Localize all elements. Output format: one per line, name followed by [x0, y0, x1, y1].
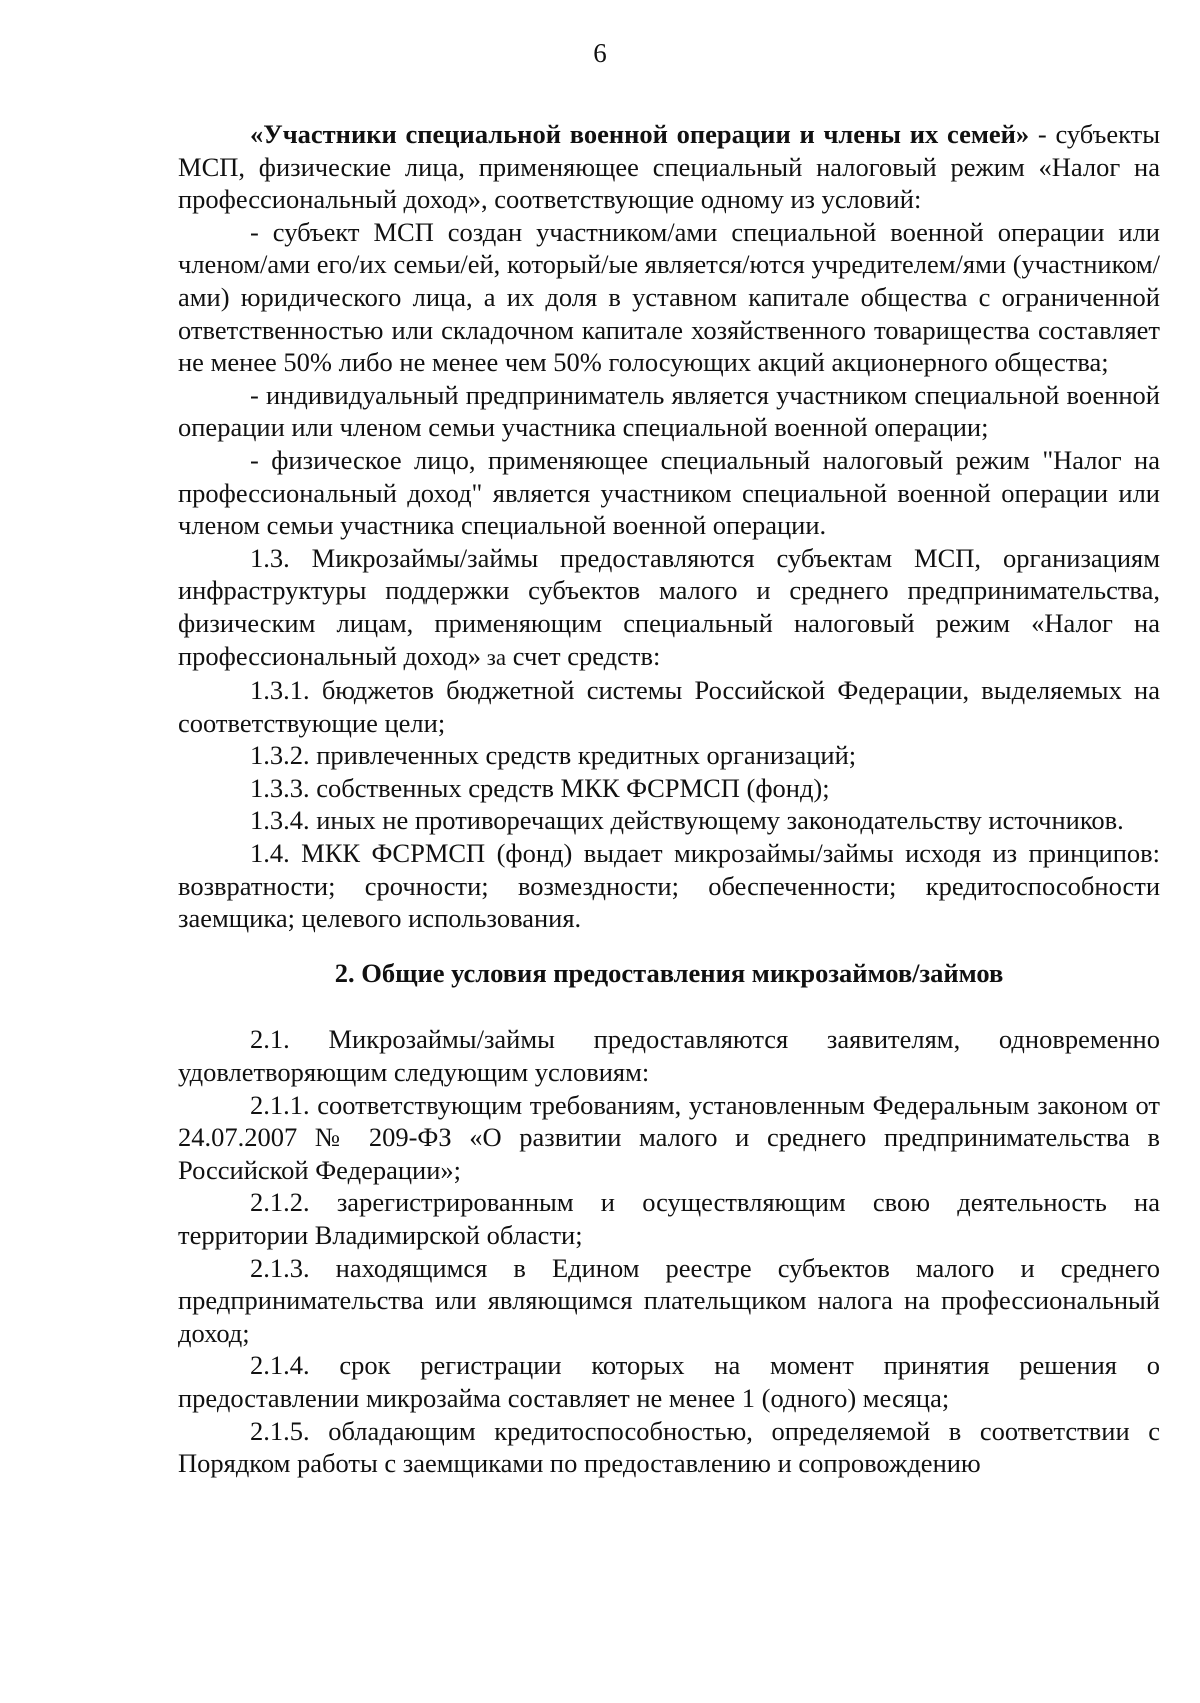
section-2-title: 2. Общие условия предоставления микрозаймов/займов	[334, 957, 1004, 988]
source-item: 1.3.4. иных не противоречащих действующему законодательству источников.	[250, 805, 1124, 836]
condition-item: - субъект МСП создан участником/ами специальной военной операции или членом/ами его/их семьи/ей, который/ые является/ются учредителем/ями (участником/ами) юридического лица, а их доля в уставном капитале общества с ограниченной ответственностью или складочном капитале хозяйственного товарищества составляет не менее 50% либо не менее чем 50% голосующих акций акционерного общества;	[178, 216, 1160, 378]
paragraph-1-3	[178, 542, 1160, 674]
page-number: 6	[593, 38, 607, 68]
section-2-item: 2.1.2. зарегистрированным и осуществляющим свою деятельность на территории Владимирской области;	[178, 1187, 1160, 1250]
source-item: 1.3.3. собственных средств МКК ФСРМСП (фонд);	[250, 772, 830, 803]
section-2-item: 2.1. Микрозаймы/займы предоставляются заявителям, одновременно удовлетворяющим следующим условиям:	[178, 1024, 1160, 1088]
paragraph-1-4: 1.4. МКК ФСРМСП (фонд) выдает микрозаймы/займы исходя из принципов: возвратности; срочности; возмездности; обеспеченности; кредитоспособности заемщика; целевого использования.	[178, 838, 1160, 934]
section-2-item: 2.1.3. находящимся в Едином реестре субъектов малого и среднего предпринимательства или являющимся плательщиком налога на профессиональный доход;	[178, 1252, 1160, 1348]
source-item: 1.3.2. привлеченных средств кредитных организаций;	[250, 740, 857, 771]
condition-item: - индивидуальный предприниматель является участником специальной военной операции или членом семьи участника специальной военной операции;	[178, 379, 1160, 443]
definition-text: - субъекты МСП, физические лица, применяющее специальный налоговый режим «Налог на профессиональный доход», соответствующие одному из условий:	[178, 119, 1161, 215]
paragraph-1-3-tail: счет средств:	[506, 640, 661, 671]
section-2-item: 2.1.4. срок регистрации которых на момент принятия решения о предоставлении микрозайма составляет не менее 1 (одного) месяца;	[178, 1350, 1160, 1413]
definition-paragraph	[178, 118, 1160, 216]
definition-term: «Участники специальной военной операции и члены их семей»	[250, 119, 1030, 149]
section-2-item: 2.1.1. соответствующим требованиям, установленным Федеральным законом от 24.07.2007 № 209-ФЗ «О развитии малого и среднего предпринимательства в Российской Федерации»;	[178, 1089, 1160, 1185]
paragraph-1-3-small: за	[481, 644, 507, 670]
document-body	[178, 118, 1160, 1480]
paragraph-1-3-text: 1.3. Микрозаймы/займы предоставляются субъектам МСП, организациям инфраструктуры поддержки субъектов малого и среднего предпринимательства, физическим лицам, применяющим специальный налоговый режим «Налог на профессиональный доход»	[178, 542, 1160, 671]
condition-item: - физическое лицо, применяющее специальный налоговый режим "Налог на профессиональный доход" является участником специальной военной операции или членом семьи участника специальной военной операции.	[178, 444, 1160, 541]
source-item: 1.3.1. бюджетов бюджетной системы Российской Федерации, выделяемых на соответствующие цели;	[178, 675, 1160, 738]
section-2-item: 2.1.5. обладающим кредитоспособностью, определяемой в соответствии с Порядком работы с заемщиками по предоставлению и сопровождению	[178, 1415, 1160, 1479]
